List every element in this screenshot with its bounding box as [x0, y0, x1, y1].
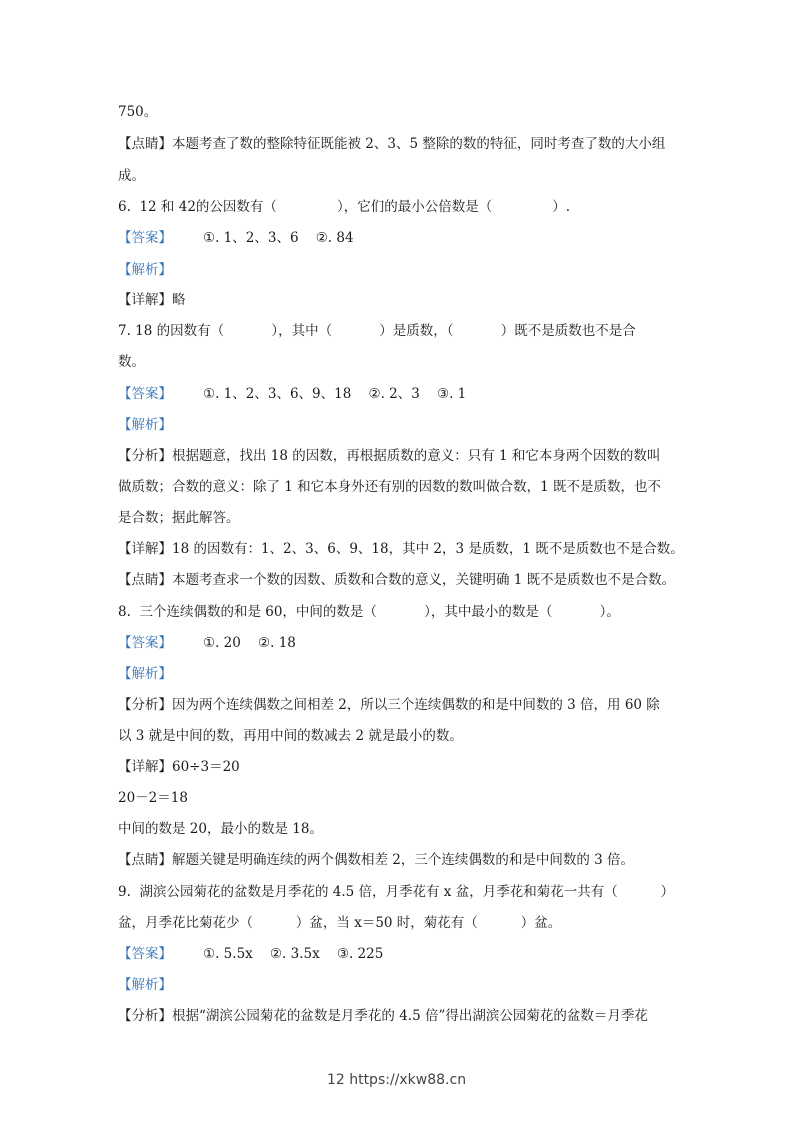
question-6: 6. 12 和 42的公因数有（ ），它们的最小公倍数是（ ）.	[118, 199, 571, 215]
analysis-label: 【解析】	[118, 666, 172, 682]
question-8: 8. 三个连续偶数的和是 60，中间的数是（ ），其中最小的数是（ ）。	[118, 604, 620, 620]
text-line: 盆，月季花比菊花少（ ）盆，当 x＝50 时，菊花有（ ）盆。	[118, 915, 562, 931]
detail-line: 【详解】略	[118, 292, 186, 308]
remark-line: 【点睛】解题关键是明确连续的两个偶数相差 2，三个连续偶数的和是中间数的 3 倍。	[118, 852, 635, 868]
text-line: 750。	[118, 104, 158, 120]
answer-text: ①. 1、2、3、6、9、18 ②. 2、3 ③. 1	[203, 386, 467, 402]
detail-line: 【详解】18 的因数有：1、2、3、6、9、18，其中 2，3 是质数，1 既不是质数也不是合数。	[118, 541, 684, 557]
analysis-line: 【分析】因为两个连续偶数之间相差 2，所以三个连续偶数的和是中间数的 3 倍，用 60 除	[118, 697, 660, 713]
question-7: 7. 18 的因数有（ ），其中（ ）是质数，（ ）既不是质数也不是合	[118, 323, 636, 339]
text-line: 中间的数是 20，最小的数是 18。	[118, 821, 323, 837]
answer-label: 【答案】	[118, 946, 172, 962]
question-9: 9. 湖滨公园菊花的盆数是月季花的 4.5 倍，月季花有 x 盆，月季花和菊花一共有（ ）	[118, 884, 675, 900]
answer-text: ①. 1、2、3、6 ②. 84	[203, 230, 354, 246]
analysis-line: 【分析】根据题意，找出 18 的因数，再根据质数的意义：只有 1 和它本身两个因数的数叫	[118, 448, 661, 464]
analysis-label: 【解析】	[118, 262, 172, 278]
answer-text: ①. 5.5x ②. 3.5x ③. 225	[203, 946, 384, 962]
answer-text: ①. 20 ②. 18	[203, 635, 296, 651]
analysis-label: 【解析】	[118, 977, 172, 993]
text-line: 以 3 就是中间的数，再用中间的数减去 2 就是最小的数。	[118, 728, 463, 744]
text-line: 做质数；合数的意义：除了 1 和它本身外还有别的因数的数叫做合数，1 既不是质数，也不	[118, 479, 662, 495]
answer-label: 【答案】	[118, 230, 172, 246]
text-line: 数。	[118, 354, 145, 370]
remark-line: 【点睛】本题考查了数的整除特征既能被 2、3、5 整除的数的特征，同时考查了数的大小组	[118, 136, 666, 152]
text-line: 20－2＝18	[118, 790, 188, 806]
text-line: 是合数；据此解答。	[118, 510, 240, 526]
analysis-label: 【解析】	[118, 417, 172, 433]
page-footer: 12 https://xkw88.cn	[326, 1072, 467, 1088]
analysis-line: 【分析】根据“湖滨公园菊花的盆数是月季花的 4.5 倍”得出湖滨公园菊花的盆数＝月季花	[118, 1008, 648, 1024]
answer-label: 【答案】	[118, 635, 172, 651]
text-line: 成。	[118, 168, 145, 184]
answer-label: 【答案】	[118, 386, 172, 402]
detail-line: 【详解】60÷3＝20	[118, 759, 240, 775]
remark-line: 【点睛】本题考查求一个数的因数、质数和合数的意义，关键明确 1 既不是质数也不是合数。	[118, 572, 676, 588]
